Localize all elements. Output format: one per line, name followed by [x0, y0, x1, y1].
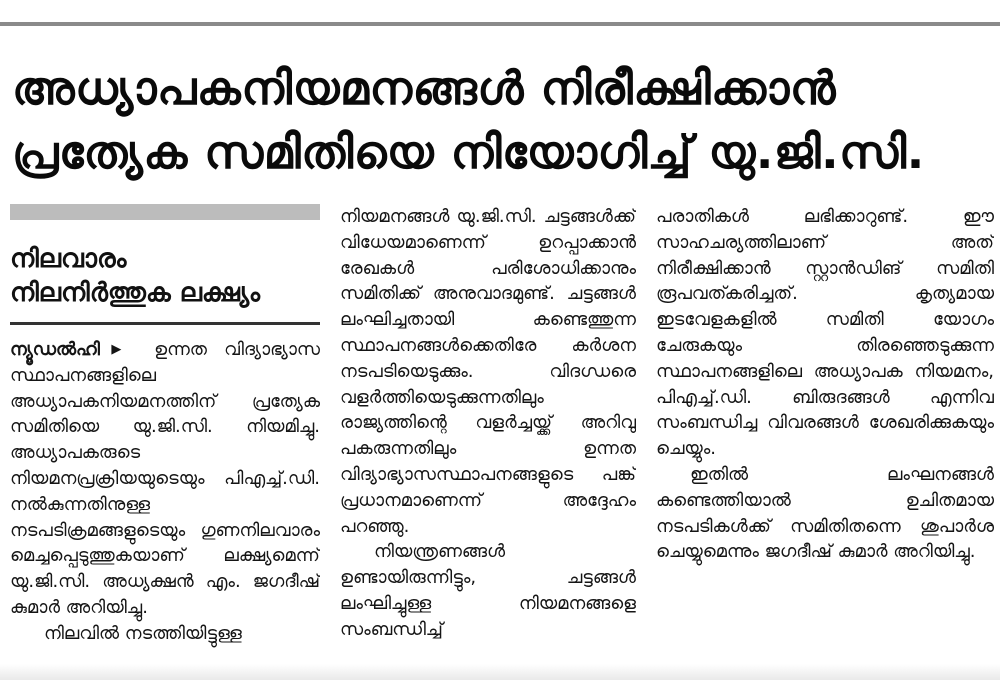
paragraph-lead: [10, 337, 320, 621]
article-column-1: [10, 196, 320, 680]
paragraph: പരാതികൾ ലഭിക്കാറുണ്ട്. ഈ സാഹചര്യത്തിലാണ് അത് നിരീക്ഷിക്കാൻ സ്റ്റാൻഡിങ് സമിതി രൂപവത്കരിച്ചത്. കൃത്യമായ ഇടവേളകളിൽ സമിതി യോഗം ചേരുകയും തിരഞ്ഞെടുക്കുന്ന സ്ഥാപനങ്ങളിലെ അധ്യാപക നിയമനം, പിഎച്ച്.ഡി. ബിരുദങ്ങൾ എന്നിവ സംബന്ധിച്ച വിവരങ്ങൾ ശേഖരിക്കുകയും ചെയ്യും.: [656, 206, 994, 460]
paragraph-lead-text: ഉന്നത വിദ്യാഭ്യാസ സ്ഥാപനങ്ങളിലെ അധ്യാപകനിയമനത്തിന് പ്രത്യേക സമിതിയെ യു.ജി.സി. നിയമിച്ചു. അധ്യാപകരുടെ നിയമനപ്രക്രിയയുടെയും പിഎച്ച്.ഡി. നൽകുന്നതിനുള്ള നടപടിക്രമങ്ങളുടെയും ഗുണനിലവാരം മെച്ചപ്പെടുത്തുകയാണ് ലക്ഷ്യമെന്ന് യു.ജി.സി. അധ്യക്ഷൻ എം. ജഗദീഷ് കുമാർ അറിയിച്ചു.: [10, 339, 320, 618]
paragraph: ഇതിൽ ലംഘനങ്ങൾ കണ്ടെത്തിയാൽ ഉചിതമായ നടപടികൾക്ക് സമിതിതന്നെ ശുപാർശ ചെയ്യുമെന്നും ജഗദീഷ് കുമാർ അറിയിച്ചു.: [656, 463, 994, 563]
subhead-bar: [10, 204, 320, 220]
top-rule: [0, 22, 1000, 26]
dateline: ന്യൂഡൽഹി: [10, 339, 100, 360]
headline-line-1: അധ്യാപകനിയമനങ്ങൾ നിരീക്ഷിക്കാൻ: [12, 61, 837, 115]
paragraph: നിയമനങ്ങൾ യു.ജി.സി. ചട്ടങ്ങൾക്ക് വിധേയമാണെന്ന് ഉറപ്പാക്കാൻ രേഖകൾ പരിശോധിക്കാനും സമിതിക്ക് അനുവാദമുണ്ട്. ചട്ടങ്ങൾ ലംഘിച്ചതായി കണ്ടെത്തുന്ന സ്ഥാപനങ്ങൾക്കെതിരേ കർശന നടപടിയെടുക്കും. വിദഗ്ധരെ വളർത്തിയെടുക്കുന്നതിലും രാജ്യത്തിന്റെ വളർച്ചയ്ക്ക് അറിവു പകരുന്നതിലും ഉന്നത വിദ്യാഭ്യാസസ്ഥാപനങ്ങളുടെ പങ്ക് പ്രധാനമാണെന്ന് അദ്ദേഹം പറഞ്ഞു.: [340, 206, 636, 537]
subheadline-line-1: നിലവാരം: [10, 244, 127, 274]
paragraph: നിയന്ത്രണങ്ങൾ ഉണ്ടായിരുന്നിട്ടും, ചട്ടങ്ങൾ ലംഘിച്ചുള്ള നിയമനങ്ങളെ സംബന്ധിച്ച്: [340, 541, 636, 640]
article-column-3: [656, 204, 994, 688]
paragraph: നിലവിൽ നടത്തിയിട്ടുള്ള: [44, 622, 242, 644]
subheadline: [10, 242, 320, 310]
subheadline-line-2: നിലനിർത്തുക ലക്ഷ്യം: [10, 278, 261, 308]
article-column-2: [340, 204, 636, 688]
dateline-marker-icon: ▶: [99, 342, 133, 357]
headline-line-2: പ്രത്യേക സമിതിയെ നിയോഗിച്ച് യു.ജി.സി.: [12, 125, 925, 179]
headline: [12, 56, 992, 184]
bottom-edge: [0, 664, 1000, 680]
subhead-rule: [10, 322, 320, 325]
